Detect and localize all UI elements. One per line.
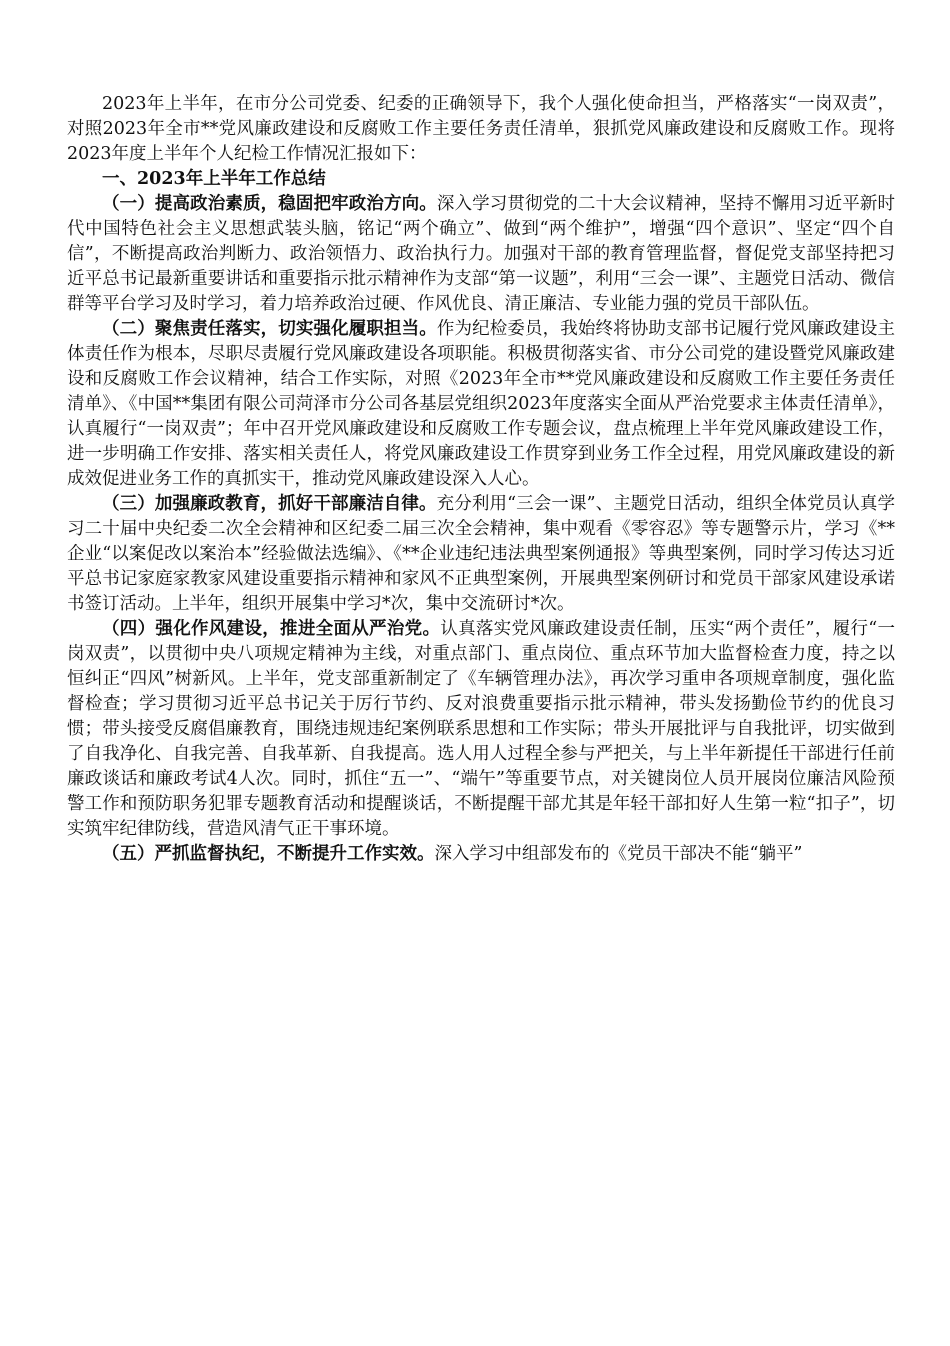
item-lead: （一）提高政治素质，稳固把牢政治方向。: [102, 194, 437, 214]
item-paragraph-1: [67, 192, 895, 317]
item-paragraph-4: [67, 617, 895, 842]
item-paragraph-3: [67, 492, 895, 617]
item-lead: （四）强化作风建设，推进全面从严治党。: [102, 619, 441, 639]
item-lead: （五）严抓监督执纪，不断提升工作实效。: [102, 844, 435, 864]
item-body: 作为纪检委员，我始终将协助支部书记履行党风廉政建设主体责任作为根本，尽职尽责履行党风廉政建设各项职能。积极贯彻落实省、市分公司党的建设暨党风廉政建设和反腐败工作会议精神，结合工作实际，对照《2023年全市**党风廉政建设和反腐败工作主要任务责任清单》、《中国**集团有限公司菏泽市分公司各基层党组织2023年度落实全面从严治党要求主体责任清单》，认真履行“一岗双责”；年中召开党风廉政建设和反腐败工作专题会议，盘点梳理上半年党风廉政建设工作，进一步明确工作安排、落实相关责任人，将党风廉政建设工作贯穿到业务工作全过程，用党风廉政建设的新成效促进业务工作的真抓实干，推动党风廉政建设深入人心。: [67, 319, 895, 489]
item-body: 认真落实党风廉政建设责任制，压实“两个责任”，履行“一岗双责”，以贯彻中央八项规定精神为主线，对重点部门、重点岗位、重点环节加大监督检查力度，持之以恒纠正“四风”树新风。上半年，党支部重新制定了《车辆管理办法》，再次学习重申各项规章制度，强化监督检查；学习贯彻习近平总书记关于厉行节约、反对浪费重要指示批示精神，带头发扬勤俭节约的优良习惯；带头接受反腐倡廉教育，围绕违规违纪案例联系思想和工作实际；带头开展批评与自我批评，切实做到了自我净化、自我完善、自我革新、自我提高。选人用人过程全参与严把关，与上半年新提任干部进行任前廉政谈话和廉政考试4人次。同时，抓住“五一”、“端午”等重要节点，对关键岗位人员开展岗位廉洁风险预警工作和预防职务犯罪专题教育活动和提醒谈话，不断提醒干部尤其是年轻干部扣好人生第一粒“扣子”，切实筑牢纪律防线，营造风清气正干事环境。: [67, 619, 895, 839]
item-paragraph-5: [67, 842, 895, 867]
document-page: [67, 92, 895, 867]
item-body: 深入学习中组部发布的《党员干部决不能“躺平”: [434, 844, 803, 864]
item-lead: （二）聚焦责任落实，切实强化履职担当。: [102, 319, 437, 339]
item-paragraph-2: [67, 317, 895, 492]
item-body: 深入学习贯彻党的二十大会议精神，坚持不懈用习近平新时代中国特色社会主义思想武装头脑，铭记“两个确立”、做到“两个维护”，增强“四个意识”、坚定“四个自信”，不断提高政治判断力、政治领悟力、政治执行力。加强对干部的教育管理监督，督促党支部坚持把习近平总书记最新重要讲话和重要指示批示精神作为支部“第一议题”，利用“三会一课”、主题党日活动、微信群等平台学习及时学习，着力培养政治过硬、作风优良、清正廉洁、专业能力强的党员干部队伍。: [67, 194, 895, 314]
item-lead: （三）加强廉政教育，抓好干部廉洁自律。: [102, 494, 437, 514]
item-body: 充分利用“三会一课”、主题党日活动，组织全体党员认真学习二十届中央纪委二次全会精神和区纪委二届三次全会精神，集中观看《零容忍》等专题警示片，学习《**企业“以案促改以案治本”经验做法选编》、《**企业违纪违法典型案例通报》等典型案例，同时学习传达习近平总书记家庭家教家风建设重要指示精神和家风不正典型案例，开展典型案例研讨和党员干部家风建设承诺书签订活动。上半年，组织开展集中学习*次，集中交流研讨*次。: [67, 494, 895, 614]
section-heading: 一、2023年上半年工作总结: [102, 169, 326, 189]
intro-paragraph: 2023年上半年，在市分公司党委、纪委的正确领导下，我个人强化使命担当，严格落实“一岗双责”，对照2023年全市**党风廉政建设和反腐败工作主要任务责任清单，狠抓党风廉政建设和反腐败工作。现将2023年度上半年个人纪检工作情况汇报如下：: [67, 94, 895, 164]
